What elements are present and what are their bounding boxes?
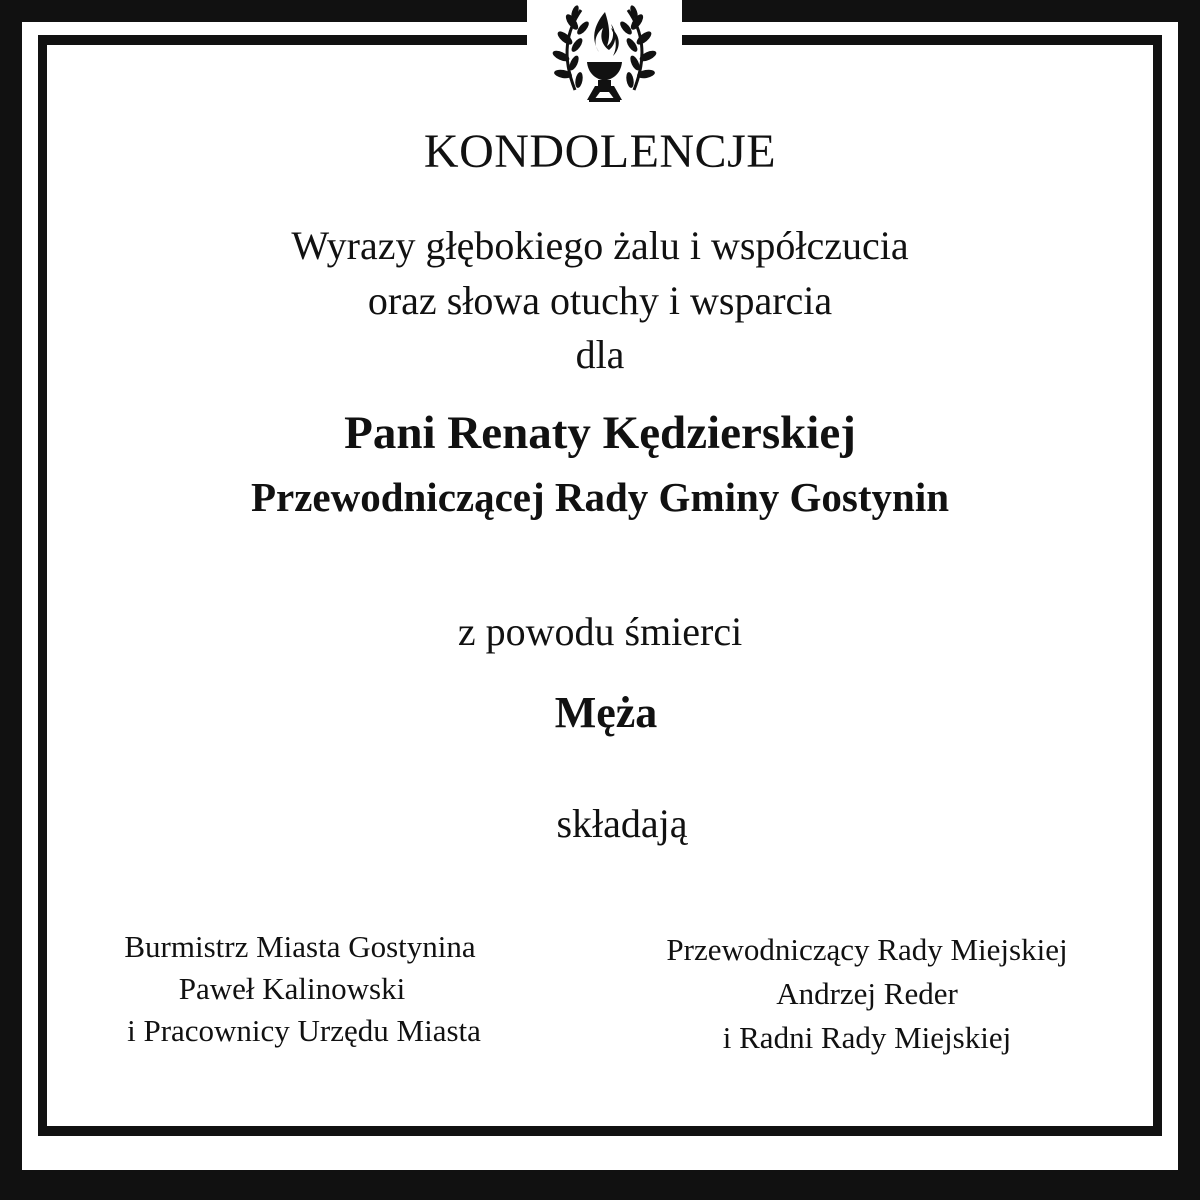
signatory-left xyxy=(90,926,510,1052)
outer-frame-right xyxy=(1178,0,1200,1200)
recipient-name: Pani Renaty Kędzierskiej xyxy=(344,407,856,459)
message-line-1: Wyrazy głębokiego żalu i współczucia xyxy=(291,223,909,268)
outer-frame-left xyxy=(0,0,22,1200)
deceased-relation: Męża xyxy=(554,688,658,737)
memorial-flame-laurel-icon xyxy=(527,0,682,112)
message-line-3: dla xyxy=(575,332,625,377)
signatory-right-name: Andrzej Reder xyxy=(776,976,958,1011)
memorial-emblem xyxy=(527,0,682,112)
signatory-left-title: Burmistrz Miasta Gostynina xyxy=(124,929,476,964)
signatory-right xyxy=(628,929,1106,1059)
signers-verb: składają xyxy=(556,801,688,846)
page-title: KONDOLENCJE xyxy=(423,125,777,178)
signatory-right-council: i Radni Rady Miejskiej xyxy=(722,1020,1012,1055)
recipient-role: Przewodniczącej Rady Gminy Gostynin xyxy=(250,474,950,520)
message-line-2: oraz słowa otuchy i wsparcia xyxy=(367,278,833,323)
death-reason: z powodu śmierci xyxy=(457,609,743,654)
signatory-right-title: Przewodniczący Rady Miejskiej xyxy=(666,932,1068,967)
signatory-left-staff: i Pracownicy Urzędu Miasta xyxy=(127,1013,481,1048)
signatory-left-name: Paweł Kalinowski xyxy=(178,971,406,1006)
outer-frame-bottom xyxy=(0,1170,1200,1200)
